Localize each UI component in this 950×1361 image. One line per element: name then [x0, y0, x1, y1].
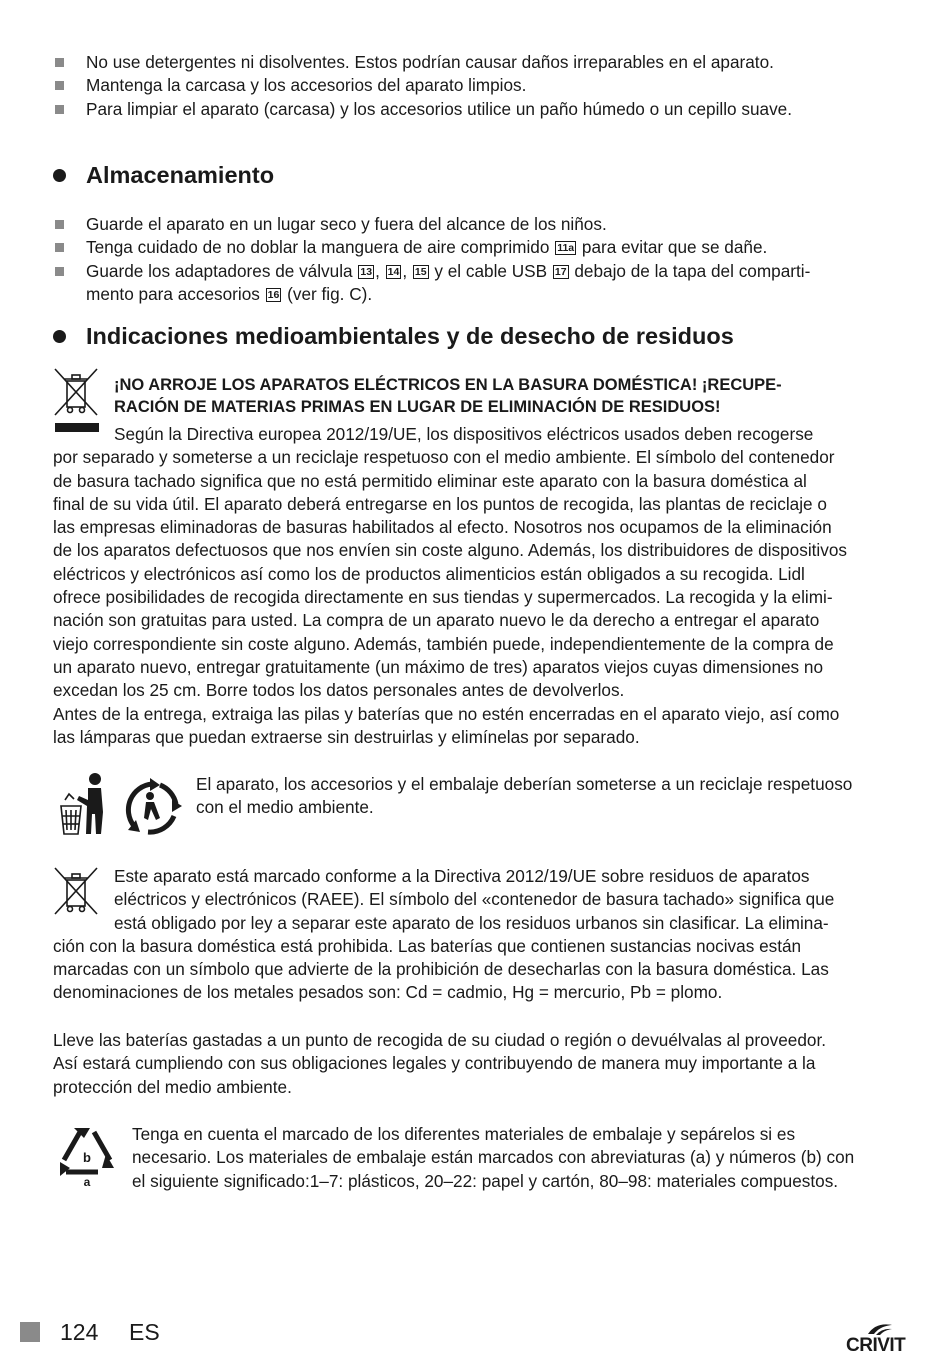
section-heading-storage: Almacenamiento	[86, 161, 274, 189]
storage-list	[53, 213, 913, 306]
footer-square	[20, 1322, 40, 1342]
brand-name: CRIVIT	[846, 1335, 906, 1356]
part-reference: 16	[267, 288, 280, 301]
recycle-paragraph: El aparato, los accesorios y el embalaje deberían someterse a un reciclaje respetuoso con el medio ambiente.	[196, 774, 853, 818]
bullet-dot-icon	[53, 169, 66, 182]
brand-swoosh-icon	[866, 1322, 894, 1336]
list-item: Guarde el aparato en un lugar seco y fuera del alcance de los niños.	[53, 213, 913, 236]
page-number: 124	[60, 1319, 99, 1345]
battery-paragraph: Lleve las baterías gastadas a un punto de recogida de su ciudad o región o devuélvalas al proveedor. Así estará cumpliendo con sus obligaciones legales y contribuyendo de manera muy importante a la protección del medio ambiente.	[53, 1030, 827, 1097]
list-item: Guarde los adaptadores de válvula 13 , 14 , 15 y el cable USB 17 debajo de la tapa del comparti- mento para accesorios 16 (ver fig. C).	[53, 260, 913, 307]
list-item: Tenga cuidado de no doblar la manguera de aire comprimido 11a para evitar que se dañe.	[53, 236, 913, 259]
recycling-triangle-icon	[56, 1124, 118, 1188]
part-reference: 13	[360, 265, 373, 278]
bullet-dot-icon	[53, 330, 66, 343]
section-heading-environment: Indicaciones medioambientales y de desecho de residuos	[86, 322, 734, 350]
part-reference: 17	[554, 265, 567, 278]
tidyman-icon	[55, 770, 107, 836]
list-item: Mantenga la carcasa y los accesorios del aparato limpios.	[53, 74, 913, 97]
part-reference: 14	[387, 265, 400, 278]
triman-recycle-icon	[114, 776, 186, 838]
directive-paragraph: Según la Directiva europea 2012/19/UE, los dispositivos eléctricos usados deben recogerse por separado y someterse a un reciclaje respetuoso con el medio ambiente. El símbolo del contenedor de basura tachado significa que no está permitido eliminar este aparato con la basura doméstica al final de su vida útil. El aparato deberá entregarse en los puntos de recogida, las plantas de reciclaje o las empresas eliminadoras de basuras habilitados al efecto. Nosotros nos ocupamos de la eliminación de los aparatos defectuosos que nos envíen sin coste alguno. Además, los distribuidores de dispositivos eléctricos y electrónicos así como los de productos alimenticios están obligados a su recogida. Lidl ofrece posibilidades de recogida directamente en sus tiendas y supermercados. La recogida y la elimi- nación son gratuitas para usted. La compra de un aparato nuevo le da derecho a entregar el aparato viejo correspondiente sin coste alguno. Además, también puede, independientemente de la compra de un aparato nuevo, entregar gratuitamente (un máximo de tres) aparatos viejos cuyas dimensiones no excedan los 25 cm. Borre todos los datos personales antes de devolverlos. Antes de la entrega, extraiga las pilas y baterías que no estén encerradas en el aparato viejo, así como las lámparas que puedan extraerse sin destruirlas y elimínelas por separado.	[53, 424, 847, 747]
cleaning-list	[53, 51, 913, 121]
part-reference: 11a	[557, 242, 575, 255]
recycle-label-b: b	[83, 1150, 91, 1165]
packaging-paragraph: Tenga en cuenta el marcado de los diferentes materiales de embalaje y sepárelos si es necesario. Los materiales de embalaje están marcados con abreviaturas (a) y números (b) con el siguiente significado:1–7: plásticos, 20–22: papel y cartón, 80–98: materiales compuestos.	[132, 1124, 855, 1191]
language-code: ES	[129, 1319, 160, 1345]
list-item: No use detergentes ni disolventes. Estos podrían causar daños irreparables en el aparato.	[53, 51, 913, 74]
recycle-label-a: a	[83, 1175, 91, 1188]
warning-heading: ¡NO ARROJE LOS APARATOS ELÉCTRICOS EN LA BASURA DOMÉSTICA! ¡RECUPE- RACIÓN DE MATERIAS PRIMAS EN LUGAR DE ELIMINACIÓN DE RESIDUOS!	[114, 376, 782, 416]
brand-logo	[846, 1322, 918, 1358]
list-item: Para limpiar el aparato (carcasa) y los accesorios utilice un paño húmedo o un cepillo suave.	[53, 98, 913, 121]
raee-paragraph: Este aparato está marcado conforme a la Directiva 2012/19/UE sobre residuos de aparatos eléctricos y electrónicos (RAEE). El símbolo del «contenedor de basura tachado» significa que está obligado por ley a separar este aparato de los residuos urbanos sin clasificar. La elimina- ción con la basura doméstica está prohibida. Las baterías que contienen sustancias nocivas están marcadas con un símbolo que advierte de la prohibición de desecharlas con la basura doméstica. Las denominaciones de los metales pesados son: Cd = cadmio, Hg = mercurio, Pb = plomo.	[53, 866, 835, 1003]
part-reference: 15	[414, 265, 427, 278]
